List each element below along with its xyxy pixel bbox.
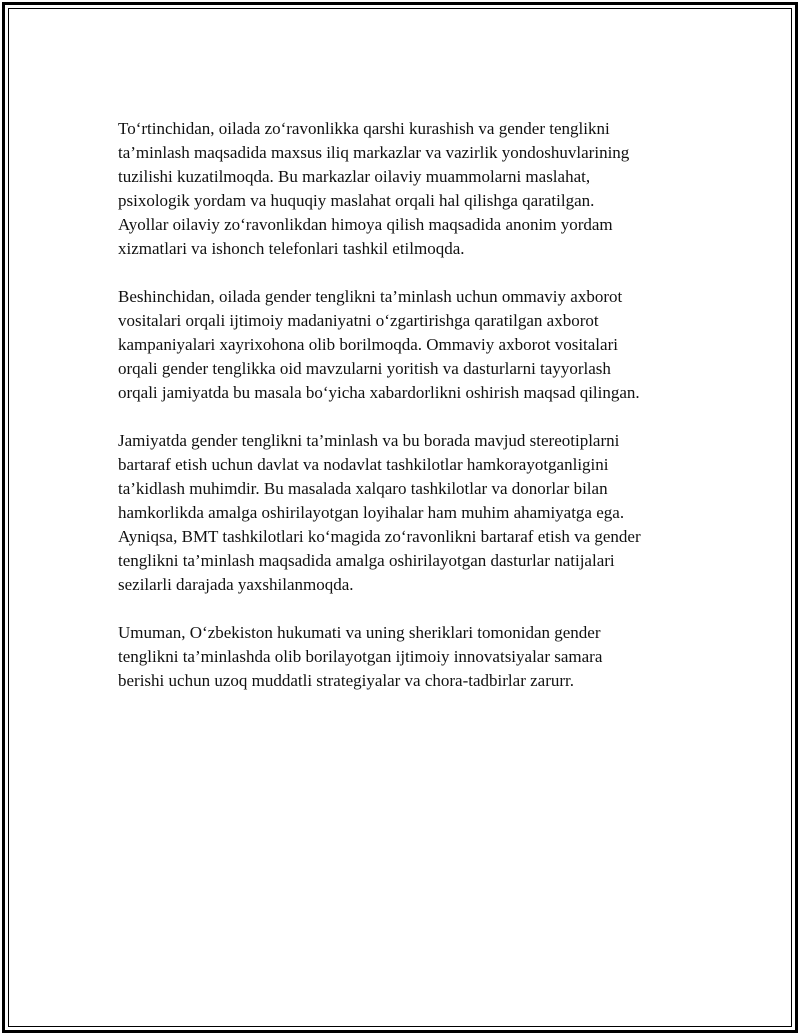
text-line: sezilarli darajada yaxshilanmoqda. (118, 575, 354, 594)
paragraph-2 (118, 285, 718, 405)
paragraph-1 (118, 117, 718, 261)
paragraph-3 (118, 429, 718, 597)
text-line: Jamiyatda gender tenglikni ta’minlash va bu borada mavjud stereotiplarni (118, 431, 620, 450)
text-line: vositalari orqali ijtimoiy madaniyatni o‘zgartirishga qaratilgan axborot (118, 311, 599, 330)
text-line: ta’minlash maqsadida maxsus iliq markazlar va vazirlik yondoshuvlarining (118, 143, 630, 162)
text-line: hamkorlikda amalga oshirilayotgan loyihalar ham muhim ahamiyatga ega. (118, 503, 625, 522)
text-line: tenglikni ta’minlash maqsadida amalga oshirilayotgan dasturlar natijalari (118, 551, 615, 570)
text-line: Umuman, O‘zbekiston hukumati va uning sheriklari tomonidan gender (118, 623, 601, 642)
text-line: To‘rtinchidan, oilada zo‘ravonlikka qarshi kurashish va gender tenglikni (118, 119, 610, 138)
text-line: orqali jamiyatda bu masala bo‘yicha xabardorlikni oshirish maqsad qilingan. (118, 383, 640, 402)
document-body (118, 117, 718, 717)
text-line: berishi uchun uzoq muddatli strategiyalar va chora-tadbirlar zarurr. (118, 671, 574, 690)
text-line: bartaraf etish uchun davlat va nodavlat tashkilotlar hamkorayotganligini (118, 455, 609, 474)
text-line: tuzilishi kuzatilmoqda. Bu markazlar oilaviy muammolarni maslahat, (118, 167, 591, 186)
text-line: Ayniqsa, BMT tashkilotlari ko‘magida zo‘ravonlikni bartaraf etish va gender (118, 527, 641, 546)
text-line: xizmatlari va ishonch telefonlari tashkil etilmoqda. (118, 239, 465, 258)
text-line: tenglikni ta’minlashda olib borilayotgan ijtimoiy innovatsiyalar samara (118, 647, 603, 666)
text-line: kampaniyalari xayrixohona olib borilmoqda. Ommaviy axborot vositalari (118, 335, 618, 354)
text-line: Beshinchidan, oilada gender tenglikni ta’minlash uchun ommaviy axborot (118, 287, 623, 306)
paragraph-4 (118, 621, 718, 693)
text-line: orqali gender tenglikka oid mavzularni yoritish va dasturlarni tayyorlash (118, 359, 611, 378)
text-line: Ayollar oilaviy zo‘ravonlikdan himoya qilish maqsadida anonim yordam (118, 215, 613, 234)
text-line: psixologik yordam va huquqiy maslahat orqali hal qilishga qaratilgan. (118, 191, 595, 210)
text-line: ta’kidlash muhimdir. Bu masalada xalqaro tashkilotlar va donorlar bilan (118, 479, 608, 498)
